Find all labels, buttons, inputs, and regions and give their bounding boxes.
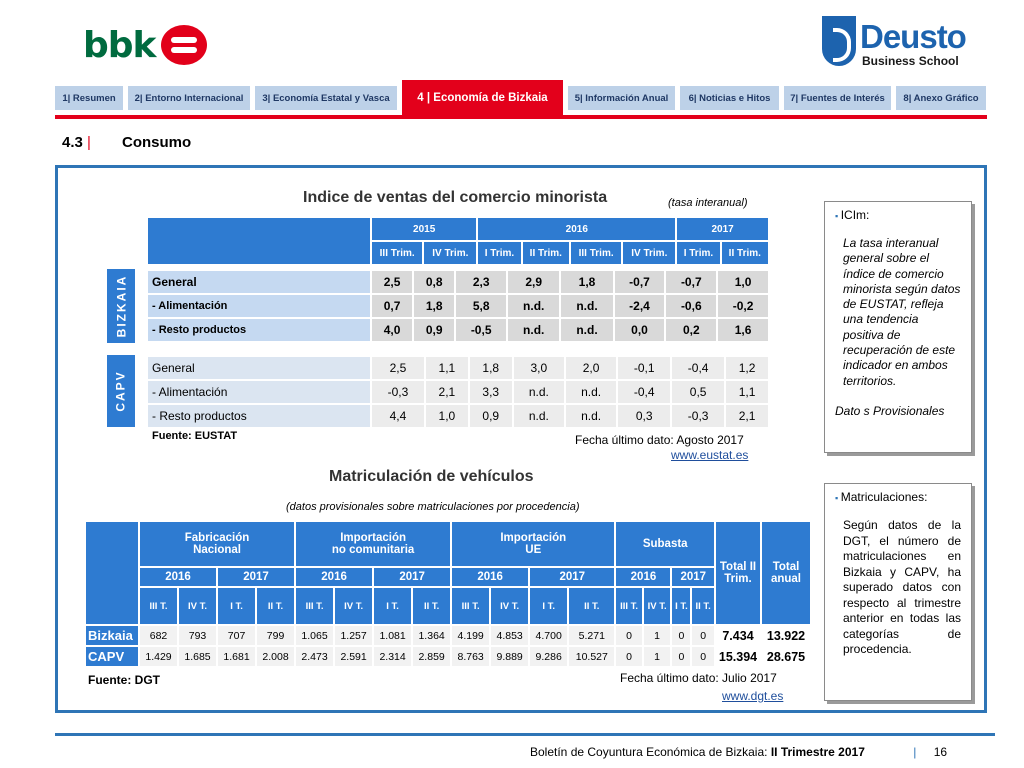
retail-bizkaia-table — [146, 269, 770, 343]
eustat-link[interactable]: www.eustat.es — [671, 448, 749, 462]
quarter-label: III T. — [296, 588, 333, 624]
retail-quarter: III Trim. — [571, 242, 621, 264]
year-label: 2017 — [218, 568, 294, 586]
table-cell: 799 — [257, 626, 294, 645]
retail-header-blank — [148, 218, 370, 264]
icim-note — [824, 201, 972, 453]
table-cell: 1,2 — [726, 357, 768, 379]
matriculaciones-note-heading: ▪ Matriculaciones: — [835, 490, 961, 504]
quarter-label: II T. — [569, 588, 614, 624]
table-cell: -0,5 — [456, 319, 506, 341]
year-label: 2016 — [296, 568, 372, 586]
retail-row-label: - Resto productos — [148, 319, 370, 341]
year-label: 2016 — [140, 568, 216, 586]
footer-separator: | — [913, 745, 917, 759]
table-cell: -2,4 — [615, 295, 665, 317]
table-cell: 0,7 — [372, 295, 412, 317]
table-cell: 0,0 — [615, 319, 665, 341]
vehicles-last-date: Fecha último dato: Julio 2017 — [620, 671, 777, 685]
year-label: 2017 — [530, 568, 614, 586]
retail-quarter: I Trim. — [478, 242, 520, 264]
retail-header-table — [146, 216, 770, 266]
page-number: 16 — [933, 745, 948, 759]
vehicles-header-blank — [86, 522, 138, 624]
retail-row-label: General — [148, 357, 370, 379]
retail-last-date: Fecha último dato: Agosto 2017 — [575, 433, 744, 447]
matriculaciones-note-body: Según datos de la DGT, el número de matriculaciones en Bizkaia y CAPV, ha superado datos con respecto al trimestre anterior en todas las categorías de procedencia. — [843, 518, 961, 656]
row-label-bizkaia: Bizkaia — [86, 626, 138, 645]
section-number: 4.3 | — [62, 134, 91, 151]
table-cell: 2,0 — [566, 357, 616, 379]
table-cell: 3,0 — [514, 357, 564, 379]
retail-quarter: I Trim. — [677, 242, 719, 264]
tab-resumen[interactable]: 1| Resumen — [55, 86, 123, 110]
vehicles-table-subtitle: (datos provisionales sobre matriculaciones por procedencia) — [286, 501, 580, 513]
tab-fuentes-interes[interactable]: 7| Fuentes de Interés — [784, 86, 891, 110]
table-cell: 0 — [692, 626, 714, 645]
vehicles-source: Fuente: DGT — [88, 673, 160, 687]
table-cell: 9.889 — [491, 647, 528, 666]
retail-table-title: Indice de ventas del comercio minorista — [303, 189, 608, 206]
table-cell: n.d. — [566, 381, 616, 403]
section-title: Consumo — [122, 134, 192, 151]
quarter-label: II T. — [257, 588, 294, 624]
bbk-logo-text: bbk — [83, 24, 156, 66]
table-cell: 1,8 — [561, 271, 612, 293]
table-cell: 1,1 — [726, 381, 768, 403]
retail-row-label: General — [148, 271, 370, 293]
table-cell: 0 — [616, 626, 641, 645]
quarter-label: III T. — [616, 588, 641, 624]
table-cell: 4.199 — [452, 626, 489, 645]
retail-year-2017: 2017 — [677, 218, 768, 240]
section-separator: | — [87, 134, 91, 151]
quarter-label: I T. — [218, 588, 255, 624]
table-cell: -0,3 — [672, 405, 724, 427]
table-cell: n.d. — [508, 295, 559, 317]
retail-year-2015: 2015 — [372, 218, 476, 240]
group-importacion-no-comunitaria: Importación no comunitaria — [296, 522, 450, 566]
table-cell: -0,6 — [666, 295, 716, 317]
table-cell: 1 — [644, 647, 671, 666]
table-cell: n.d. — [561, 295, 612, 317]
icim-note-body: La tasa interanual general sobre el índice de comercio minorista según datos de EUSTAT, refleja una tendencia positiva de recuperación de este indicador en ambos territorios. — [843, 236, 961, 388]
table-cell: 682 — [140, 626, 177, 645]
table-cell: 4,4 — [372, 405, 424, 427]
tab-noticias-hitos[interactable]: 6| Noticias e Hitos — [680, 86, 779, 110]
table-cell: 2.473 — [296, 647, 333, 666]
table-cell: 2,5 — [372, 357, 424, 379]
retail-capv-table — [146, 355, 770, 429]
year-label: 2016 — [452, 568, 528, 586]
quarter-label: II T. — [413, 588, 450, 624]
table-cell: -0,2 — [718, 295, 768, 317]
deusto-shield-icon — [822, 16, 856, 66]
vehicles-table-title: Matriculación de vehículos — [329, 468, 534, 485]
deusto-logo — [822, 16, 966, 70]
table-cell: 1,6 — [718, 319, 768, 341]
table-cell: 1,8 — [470, 357, 512, 379]
tab-anexo-grafico[interactable]: 8| Anexo Gráfico — [896, 86, 986, 110]
quarter-label: I T. — [672, 588, 690, 624]
tab-economia-bizkaia[interactable]: 4 | Economía de Bizkaia — [402, 80, 563, 116]
group-fabricacion-nacional: Fabricación Nacional — [140, 522, 294, 566]
footer-period: II Trimestre 2017 — [770, 745, 865, 759]
retail-quarter: II Trim. — [722, 242, 768, 264]
table-cell: -0,4 — [618, 381, 670, 403]
tab-entorno-internacional[interactable]: 2| Entorno Internacional — [128, 86, 250, 110]
group-subasta: Subasta — [616, 522, 714, 566]
table-cell: 4.700 — [530, 626, 567, 645]
nav-underline — [55, 115, 987, 119]
quarter-label: IV T. — [335, 588, 372, 624]
retail-quarter: II Trim. — [523, 242, 569, 264]
total-annual-header: Total anual — [762, 522, 810, 624]
table-cell: 0,8 — [414, 271, 454, 293]
quarter-label: III T. — [140, 588, 177, 624]
table-cell: 9.286 — [530, 647, 567, 666]
footer-divider — [55, 733, 995, 736]
bizkaia-vertical-label: BIZKAIA — [107, 269, 135, 343]
bbk-logo — [83, 24, 207, 66]
icim-note-footer: Dato s Provisionales — [835, 403, 945, 418]
table-cell: 1.065 — [296, 626, 333, 645]
table-cell: n.d. — [508, 319, 559, 341]
table-cell: 2,3 — [456, 271, 506, 293]
table-cell: n.d. — [566, 405, 616, 427]
bbk-logo-mark — [161, 25, 207, 65]
icim-note-heading: ▪ ICIm: — [835, 208, 961, 222]
table-cell: 0 — [672, 626, 690, 645]
table-cell: 1,0 — [426, 405, 468, 427]
table-cell: n.d. — [514, 405, 564, 427]
group-importacion-ue: Importación UE — [452, 522, 614, 566]
table-cell: 1.364 — [413, 626, 450, 645]
table-cell: 2.314 — [374, 647, 411, 666]
table-cell: 0,9 — [414, 319, 454, 341]
table-cell: 10.527 — [569, 647, 614, 666]
table-cell: 0,3 — [618, 405, 670, 427]
table-cell: 2.591 — [335, 647, 372, 666]
retail-quarter: IV Trim. — [424, 242, 476, 264]
table-cell: 1 — [644, 626, 671, 645]
retail-quarter: III Trim. — [372, 242, 422, 264]
table-cell: 0 — [672, 647, 690, 666]
table-cell: 707 — [218, 626, 255, 645]
retail-row-label: - Resto productos — [148, 405, 370, 427]
table-cell: 1.081 — [374, 626, 411, 645]
total-ii-cell: 15.394 — [716, 647, 760, 666]
page-footer — [530, 745, 947, 759]
table-cell: 2.008 — [257, 647, 294, 666]
quarter-label: I T. — [530, 588, 567, 624]
deusto-logo-subtitle: Business School — [862, 54, 959, 68]
matriculaciones-note — [824, 483, 972, 701]
dgt-link[interactable]: www.dgt.es — [722, 689, 784, 703]
row-label-capv: CAPV — [86, 647, 138, 666]
table-cell: 1,8 — [414, 295, 454, 317]
quarter-label: IV T. — [491, 588, 528, 624]
vehicles-table — [84, 520, 812, 668]
table-cell: 3,3 — [470, 381, 512, 403]
year-label: 2017 — [672, 568, 714, 586]
quarter-label: IV T. — [179, 588, 216, 624]
total-annual-cell: 13.922 — [762, 626, 810, 645]
table-cell: 1.429 — [140, 647, 177, 666]
table-cell: 2,1 — [726, 405, 768, 427]
retail-year-2016: 2016 — [478, 218, 675, 240]
table-cell: 2,1 — [426, 381, 468, 403]
table-cell: -0,4 — [672, 357, 724, 379]
retail-table-subtitle: (tasa interanual) — [668, 197, 748, 209]
total-annual-cell: 28.675 — [762, 647, 810, 666]
quarter-label: II T. — [692, 588, 714, 624]
table-cell: 2,5 — [372, 271, 412, 293]
table-cell: 1,1 — [426, 357, 468, 379]
table-cell: 1,0 — [718, 271, 768, 293]
table-cell: -0,1 — [618, 357, 670, 379]
table-cell: 0,5 — [672, 381, 724, 403]
section-nav — [55, 84, 987, 116]
total-ii-cell: 7.434 — [716, 626, 760, 645]
table-cell: 1.685 — [179, 647, 216, 666]
table-cell: n.d. — [514, 381, 564, 403]
table-cell: 1.681 — [218, 647, 255, 666]
table-cell: 4,0 — [372, 319, 412, 341]
quarter-label: I T. — [374, 588, 411, 624]
table-cell: n.d. — [561, 319, 612, 341]
retail-row-label: - Alimentación — [148, 295, 370, 317]
year-label: 2017 — [374, 568, 450, 586]
table-cell: 5.271 — [569, 626, 614, 645]
table-cell: 793 — [179, 626, 216, 645]
table-cell: 0,9 — [470, 405, 512, 427]
retail-quarter: IV Trim. — [623, 242, 675, 264]
year-label: 2016 — [616, 568, 670, 586]
table-cell: 8.763 — [452, 647, 489, 666]
retail-source: Fuente: EUSTAT — [152, 430, 238, 442]
deusto-logo-name: Deusto — [860, 18, 966, 55]
quarter-label: IV T. — [644, 588, 671, 624]
table-cell: 0 — [616, 647, 641, 666]
table-cell: 5,8 — [456, 295, 506, 317]
table-cell: -0,7 — [615, 271, 665, 293]
table-cell: -0,3 — [372, 381, 424, 403]
table-cell: -0,7 — [666, 271, 716, 293]
total-ii-header: Total II Trim. — [716, 522, 760, 624]
table-cell: 2,9 — [508, 271, 559, 293]
table-cell: 0,2 — [666, 319, 716, 341]
table-cell: 1.257 — [335, 626, 372, 645]
capv-vertical-label: CAPV — [107, 355, 135, 427]
footer-text: Boletín de Coyuntura Económica de Bizkaia: — [530, 745, 768, 759]
retail-row-label: - Alimentación — [148, 381, 370, 403]
quarter-label: III T. — [452, 588, 489, 624]
table-cell: 4.853 — [491, 626, 528, 645]
tab-informacion-anual[interactable]: 5| Información Anual — [568, 86, 675, 110]
tab-economia-estatal[interactable]: 3| Economía Estatal y Vasca — [255, 86, 397, 110]
table-cell: 0 — [692, 647, 714, 666]
table-cell: 2.859 — [413, 647, 450, 666]
